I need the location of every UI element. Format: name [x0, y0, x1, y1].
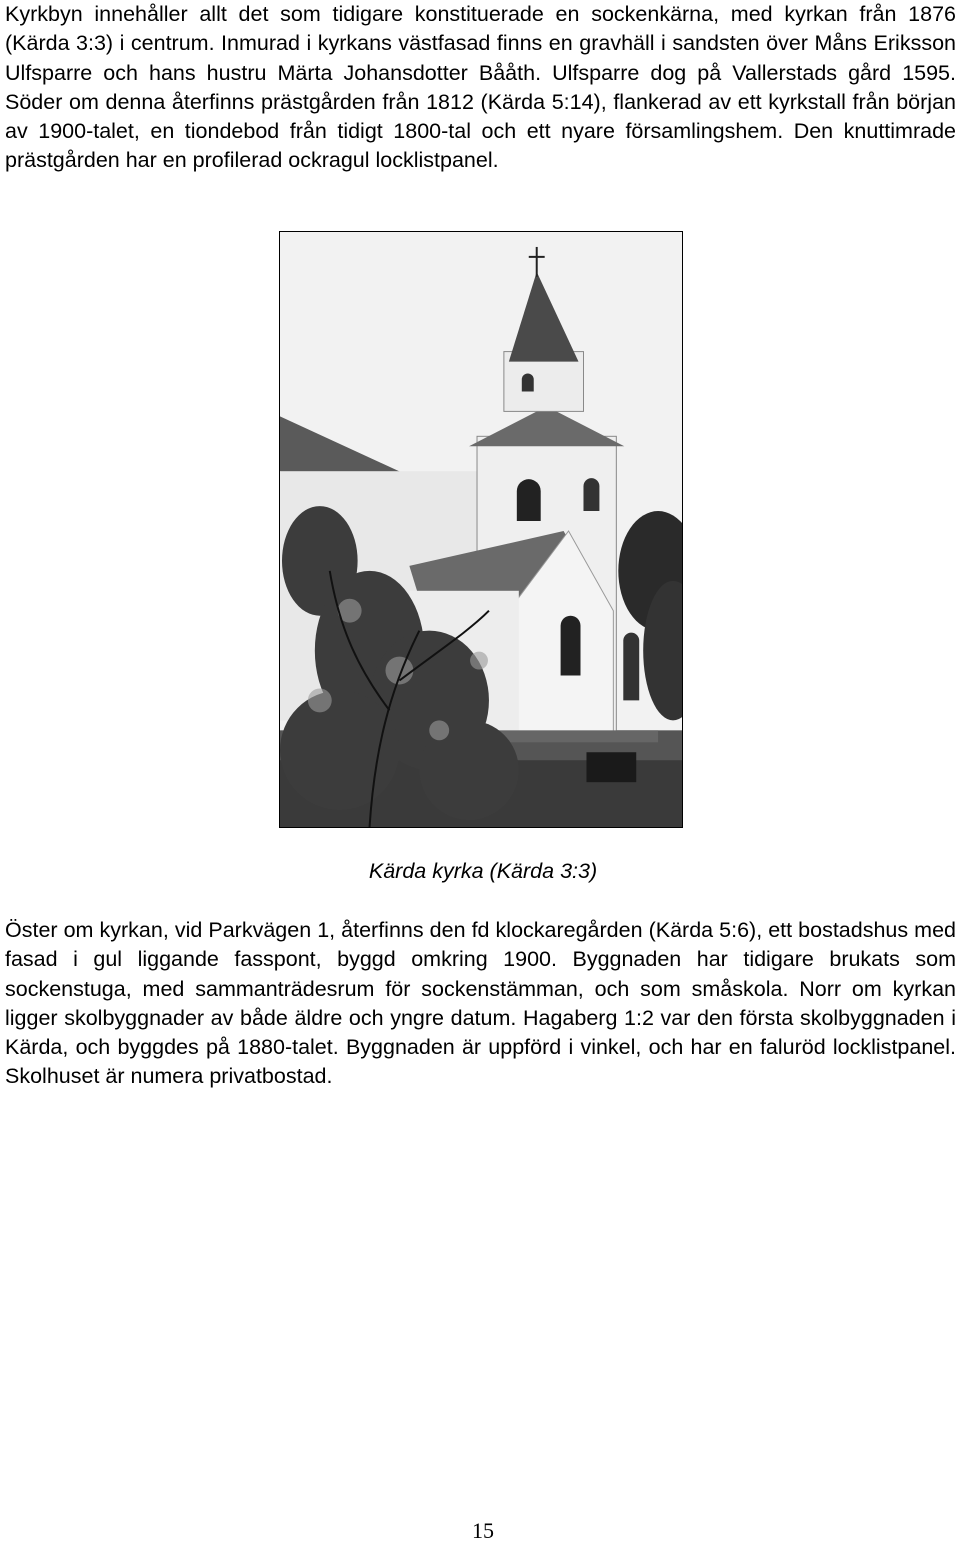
- page-number: 15: [472, 1518, 494, 1543]
- church-photo: [279, 231, 683, 828]
- body-paragraph-1: Kyrkbyn innehåller allt det som tidigare konstituerade en sockenkärna, med kyrkan från 1876 (Kärda 3:3) i centrum. Inmurad i kyrkans västfasad finns en gravhäll i sandsten över Måns Eriksson Ulfsparre och hans hustru Märta Johansdotter Bååth. Ulfsparre dog på Vallerstads gård 1595. Söder om denna återfinns prästgården från 1812 (Kärda 5:14), flankerad av ett kyrkstall från början av 1900-talet, en tiondebod från tidigt 1800-tal och ett nyare församlingshem. Den knuttimrade prästgården har en profilerad ockragul locklistpanel.: [5, 2, 956, 173]
- figure-caption: Kärda kyrka (Kärda 3:3): [368, 859, 598, 883]
- body-paragraph-2: Öster om kyrkan, vid Parkvägen 1, återfinns den fd klockaregården (Kärda 5:6), ett bostadshus med fasad i gul liggande fasspont, byggd omkring 1900. Byggnaden har tidigare brukats som sockenstuga, med sammanträdesrum för sockenstämman, och som småskola. Norr om kyrkan ligger skolbyggnader av både äldre och yngre datum. Hagaberg 1:2 var den första skolbyggnaden i Kärda, och byggdes på 1880-talet. Byggnaden är uppförd i vinkel, och har en faluröd locklistpanel. Skolhuset är numera privatbostad.: [5, 918, 956, 1089]
